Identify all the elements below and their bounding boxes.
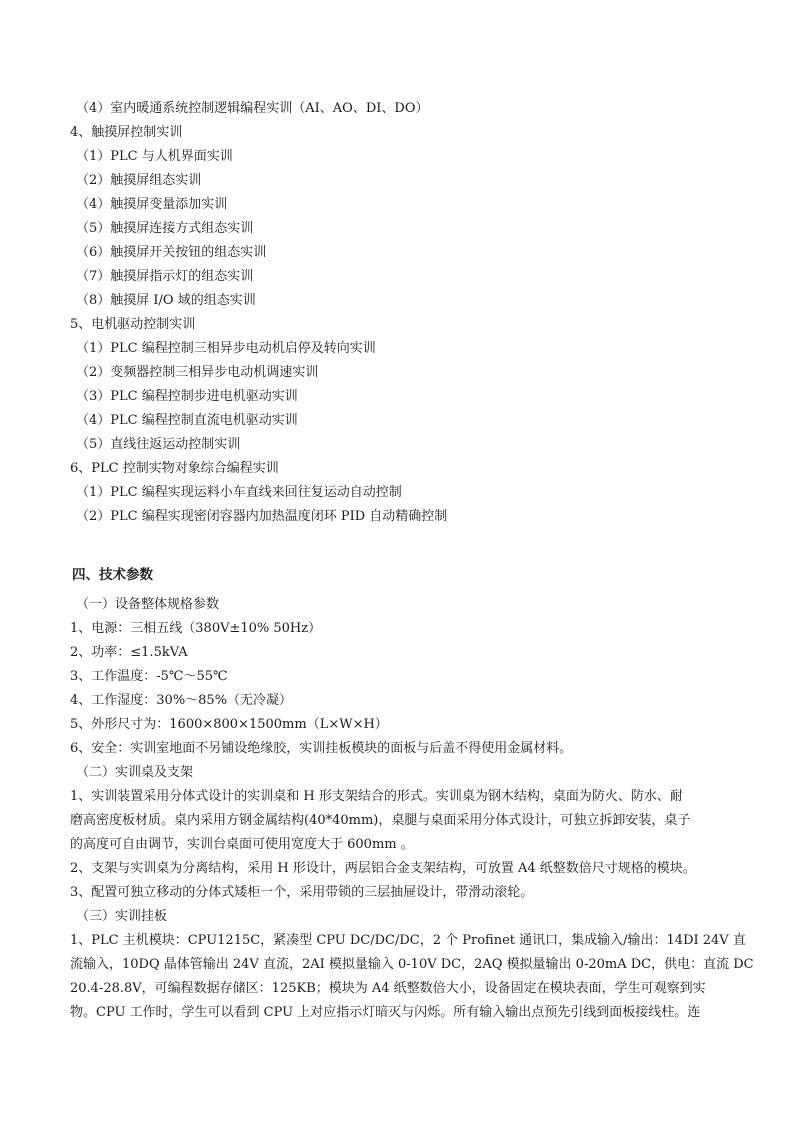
list-item: （5）直线往返运动控制实训 [76, 437, 241, 452]
paragraph-line: 物。CPU 工作时，学生可以看到 CPU 上对应指示灯暗灭与闪烁。所有输入输出点预先引线到面板接线柱。连 [70, 1005, 701, 1020]
spec-item: 5、外形尺寸为：1600×800×1500mm（L×W×H） [70, 717, 388, 732]
subsection-heading: （一）设备整体规格参数 [76, 597, 220, 612]
list-item: （2）触摸屏组态实训 [76, 173, 202, 188]
section-heading: 四、技术参数 [72, 567, 153, 583]
paragraph-line: 的高度可自由调节，实训台桌面可使用宽度大于 600mm 。 [70, 837, 414, 852]
section-item: 4、触摸屏控制实训 [70, 125, 183, 140]
list-item: （5）触摸屏连接方式组态实训 [76, 221, 254, 236]
list-item: （1）PLC 与人机界面实训 [76, 149, 233, 164]
list-item: （1）PLC 编程实现运料小车直线来回往复运动自动控制 [76, 485, 402, 500]
subsection-heading: （二）实训桌及支架 [76, 765, 194, 780]
list-item: （4）触摸屏变量添加实训 [76, 197, 228, 212]
section-item: 6、PLC 控制实物对象综合编程实训 [70, 461, 279, 476]
list-item: （2）PLC 编程实现密闭容器内加热温度闭环 PID 自动精确控制 [76, 509, 448, 524]
spec-item: 3、配置可独立移动的分体式矮柜一个，采用带锁的三层抽屉设计，带滑动滚轮。 [70, 885, 534, 900]
spec-item: 2、功率：≤1.5kVA [70, 645, 188, 660]
section-item: 5、电机驱动控制实训 [70, 317, 196, 332]
list-item: （4）PLC 编程控制直流电机驱动实训 [76, 413, 298, 428]
list-item: （1）PLC 编程控制三相异步电动机启停及转向实训 [76, 341, 376, 356]
paragraph [70, 785, 718, 857]
paragraph-line: 20.4-28.8V，可编程数据存储区：125KB；模块为 A4 纸整数倍大小，设备固定在模块表面，学生可观察到实 [70, 981, 706, 996]
spec-item: 2、支架与实训桌为分离结构，采用 H 形设计，两层铝合金支架结构，可放置 A4 纸整数倍尺寸规格的模块。 [70, 861, 696, 876]
spec-item: 4、工作湿度：30%～85%（无冷凝） [70, 693, 293, 708]
list-item: （3）PLC 编程控制步进电机驱动实训 [76, 389, 298, 404]
paragraph [70, 929, 754, 1025]
list-item: （8）触摸屏 I/O 域的组态实训 [76, 293, 256, 308]
list-item: （6）触摸屏开关按钮的组态实训 [76, 245, 267, 260]
list-item: （7）触摸屏指示灯的组态实训 [76, 269, 254, 284]
list-item: （2）变频器控制三相异步电动机调速实训 [76, 365, 319, 380]
paragraph-line: 1、实训装置采用分体式设计的实训桌和 H 形支架结合的形式。实训桌为钢木结构，桌面为防火、防水、耐 [70, 789, 683, 804]
spec-item: 6、安全：实训室地面不另铺设绝缘胶，实训挂板模块的面板与后盖不得使用金属材料。 [70, 741, 573, 756]
spec-item: 1、电源：三相五线（380V±10% 50Hz） [70, 621, 322, 636]
spec-item: 3、工作温度：-5℃～55℃ [70, 669, 228, 684]
paragraph-line: 磨高密度板材质。桌内采用方钢金属结构(40*40mm)，桌腿与桌面采用分体式设计，可独立拆卸安装，桌子 [70, 813, 691, 828]
subsection-heading: （三）实训挂板 [76, 909, 168, 924]
list-item: （4）室内暖通系统控制逻辑编程实训（AI、AO、DI、DO） [76, 101, 429, 116]
paragraph-line: 流输入，10DQ 晶体管输出 24V 直流，2AI 模拟量输入 0-10V DC，2AQ 模拟量输出 0-20mA DC，供电：直流 DC [70, 957, 754, 972]
paragraph-line: 1、PLC 主机模块：CPU1215C，紧凑型 CPU DC/DC/DC，2 个 Profinet 通讯口，集成输入/输出：14DI 24V 直 [70, 933, 746, 948]
